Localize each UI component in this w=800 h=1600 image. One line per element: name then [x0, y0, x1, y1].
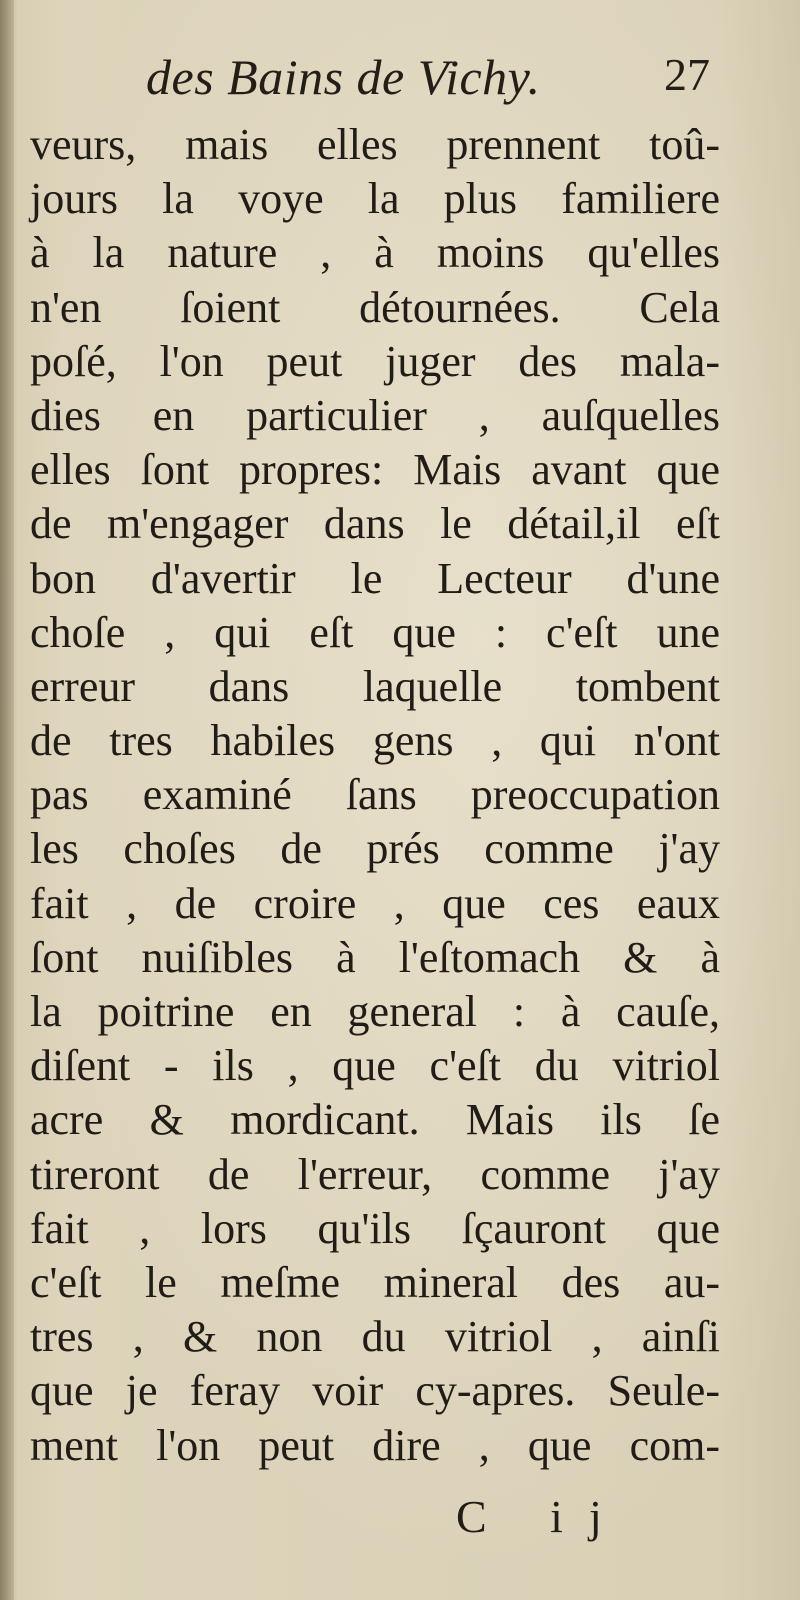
text-line: dies en particulier , auſquelles [30, 390, 720, 440]
text-line: poſé, l'on peut juger des mala- [30, 336, 720, 386]
binding-gutter [0, 0, 14, 1600]
text-line: fait , de croire , que ces eaux [30, 878, 720, 928]
text-line: choſe , qui eſt que : c'eſt une [30, 607, 720, 657]
text-line: diſent - ils , que c'eſt du vitriol [30, 1041, 720, 1091]
body-text [30, 118, 720, 1498]
text-line: tres , & non du vitriol , ainſi [30, 1312, 720, 1362]
text-line: de m'engager dans le détail,il eſt [30, 499, 720, 549]
text-line: que je feray voir cy-apres. Seule- [30, 1366, 720, 1416]
text-line: la poitrine en general : à cauſe, [30, 987, 720, 1036]
text-line: pas examiné ſans preoccupation [30, 770, 720, 820]
text-line: tireront de l'erreur, comme j'ay [30, 1149, 720, 1199]
text-line: les choſes de prés comme j'ay [30, 824, 720, 874]
text-line: acre & mordicant. Mais ils ſe [30, 1095, 720, 1145]
page-number: 27 [664, 49, 710, 100]
text-line: ſont nuiſibles à l'eſtomach & à [30, 932, 720, 982]
text-line: veurs, mais elles prennent toû- [30, 120, 720, 169]
text-line: erreur dans laquelle tombent [30, 661, 720, 711]
text-line: de tres habiles gens , qui n'ont [30, 716, 720, 766]
signature-mark: C ij [456, 1491, 628, 1542]
running-head: des Bains de Vichy. [146, 49, 541, 105]
text-line: fait , lors qu'ils ſçauront que [30, 1203, 720, 1253]
text-line: elles ſont propres: Mais avant que [30, 445, 720, 495]
text-line: n'en ſoient détournées. Cela [30, 282, 720, 332]
text-line: c'eſt le meſme mineral des au- [30, 1257, 720, 1307]
text-line: jours la voye la plus familiere [30, 174, 720, 224]
page-header [146, 48, 726, 118]
text-line: ment l'on peut dire , que com- [30, 1420, 720, 1470]
text-line: à la nature , à moins qu'elles [30, 228, 720, 278]
text-line: bon d'avertir le Lecteur d'une [30, 553, 720, 603]
